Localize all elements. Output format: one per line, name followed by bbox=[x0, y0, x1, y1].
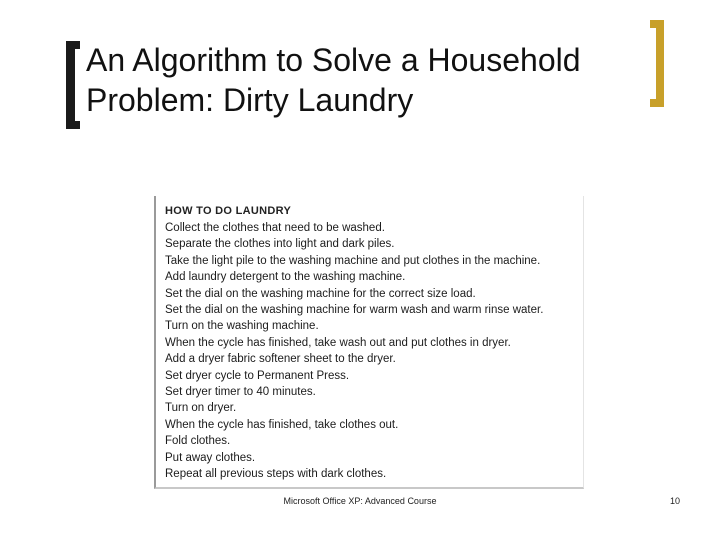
laundry-step: Add laundry detergent to the washing machine. bbox=[165, 271, 406, 284]
laundry-step: Turn on the washing machine. bbox=[165, 320, 319, 333]
slide-title: An Algorithm to Solve a Household Problem: Dirty Laundry bbox=[86, 42, 581, 118]
laundry-step: When the cycle has finished, take clothes out. bbox=[165, 418, 399, 431]
footer-course-title: Microsoft Office XP: Advanced Course bbox=[283, 496, 437, 506]
laundry-step: Add a dryer fabric softener sheet to the dryer. bbox=[165, 353, 396, 366]
laundry-step: Set the dial on the washing machine for the correct size load. bbox=[165, 287, 476, 300]
page-number: 10 bbox=[669, 496, 680, 506]
laundry-steps-list bbox=[165, 220, 583, 483]
laundry-step: Set dryer cycle to Permanent Press. bbox=[165, 369, 350, 382]
laundry-step: When the cycle has finished, take wash out and put clothes in dryer. bbox=[165, 336, 511, 349]
laundry-step: Fold clothes. bbox=[165, 435, 231, 448]
laundry-step: Turn on dryer. bbox=[165, 402, 237, 415]
laundry-step: Separate the clothes into light and dark piles. bbox=[165, 238, 395, 251]
laundry-step: Set the dial on the washing machine for warm wash and warm rinse water. bbox=[165, 304, 544, 317]
laundry-instructions-figure bbox=[154, 196, 584, 489]
left-bracket-decoration bbox=[66, 41, 80, 129]
laundry-step: Set dryer timer to 40 minutes. bbox=[165, 386, 316, 399]
laundry-step: Collect the clothes that need to be washed. bbox=[165, 222, 385, 234]
laundry-step: Repeat all previous steps with dark clothes. bbox=[165, 468, 387, 481]
laundry-step: Put away clothes. bbox=[165, 451, 256, 464]
laundry-heading: HOW TO DO LAUNDRY bbox=[165, 205, 292, 217]
laundry-step: Take the light pile to the washing machine and put clothes in the machine. bbox=[165, 254, 541, 267]
